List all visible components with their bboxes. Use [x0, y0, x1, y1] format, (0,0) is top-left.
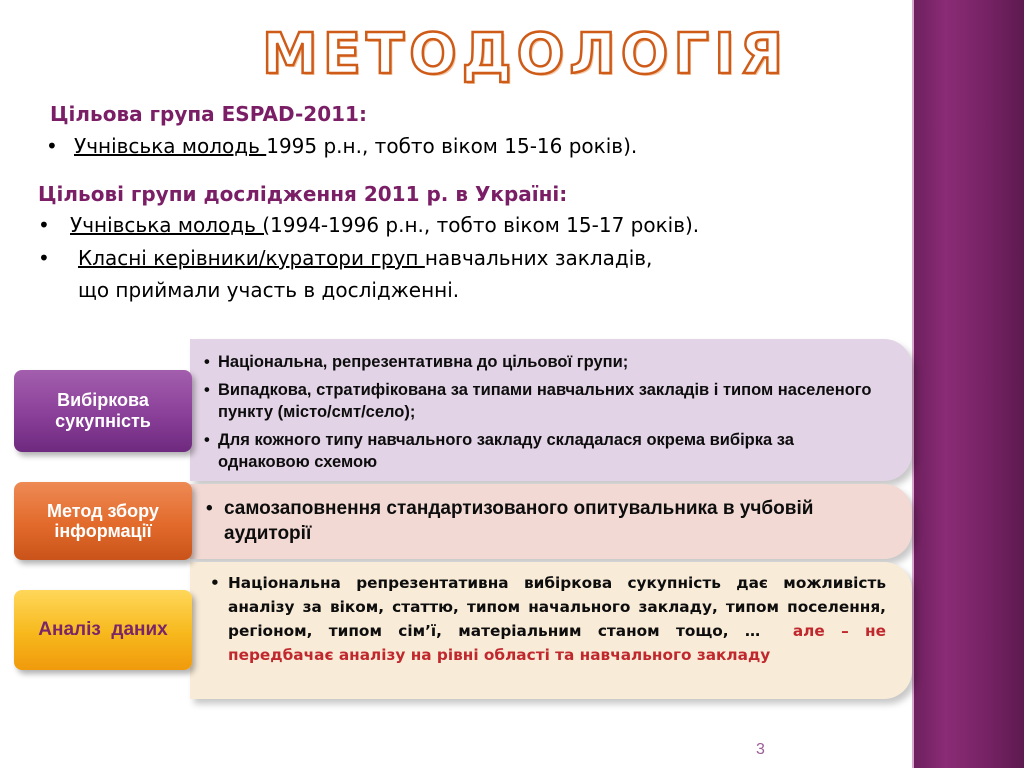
- collection-method-label: Метод збору інформації: [47, 501, 159, 541]
- espad-target-item-rest: 1995 р.н., тобто віком 15-16 років).: [266, 134, 638, 158]
- sampling-detail-item: • Для кожного типу навчального закладу складалася окрема вибірка за однаковою схемою: [198, 429, 888, 473]
- espad-target-item: [46, 134, 637, 158]
- sampling-detail-item: • Випадкова, стратифікована за типами навчальних закладів і типом населеного пункту (місто/смт/село);: [198, 379, 888, 423]
- sampling-label: Вибіркова сукупність: [55, 390, 151, 431]
- ukraine-target-item-1: [38, 213, 699, 237]
- data-analysis-text: Національна репрезентативна вибіркова сукупність дає можливість аналізу за віком, статтю, типом начального закладу, типом поселення, регіоном, типом сім’ї, матеріальним станом тощо, …: [228, 574, 886, 640]
- ukraine-target-item-2: [38, 246, 652, 270]
- ukraine-target-item-1-rest: 1994-1996 р.н., тобто віком 15-17 років).: [270, 213, 700, 237]
- bullet-mark: •: [38, 213, 50, 237]
- ukraine-target-item-2-line2: що приймали участь в дослідженні.: [78, 278, 460, 302]
- data-analysis-item: [210, 571, 886, 667]
- decorative-sidebar: [912, 0, 1024, 768]
- ukraine-target-heading: Цільові групи дослідження 2011 р. в Україні:: [38, 182, 568, 206]
- espad-target-heading: Цільова група ESPAD-2011:: [50, 102, 367, 126]
- page-number: 3: [756, 741, 765, 758]
- data-analysis-label: Аналіз даних: [38, 619, 168, 640]
- sampling-detail-item: • Національна, репрезентативна до цільової групи;: [198, 351, 888, 373]
- data-analysis-panel: [190, 562, 912, 699]
- bullet-mark: •: [38, 246, 50, 270]
- data-analysis-limitation: але – не передбачає аналізу на рівні області та навчального закладу: [228, 622, 886, 664]
- bullet-mark: •: [46, 134, 58, 158]
- espad-target-item-underlined: Учнівська молодь: [74, 134, 267, 158]
- collection-method-panel: [190, 484, 912, 559]
- ukraine-target-item-1-underlined: Учнівська молодь (: [70, 213, 271, 237]
- slide-title: МЕТОДОЛОГІЯ: [262, 22, 789, 87]
- ukraine-target-item-2-rest: навчальних закладів,: [424, 246, 653, 270]
- collection-method-label-box: [14, 482, 192, 560]
- collection-method-item: • самозаповнення стандартизованого опитувальника в учбовій аудиторії: [206, 496, 896, 546]
- data-analysis-label-box: [14, 590, 192, 670]
- sampling-details-panel: [190, 339, 912, 481]
- ukraine-target-item-2-underlined: Класні керівники/куратори груп: [78, 246, 425, 270]
- sampling-label-box: [14, 370, 192, 452]
